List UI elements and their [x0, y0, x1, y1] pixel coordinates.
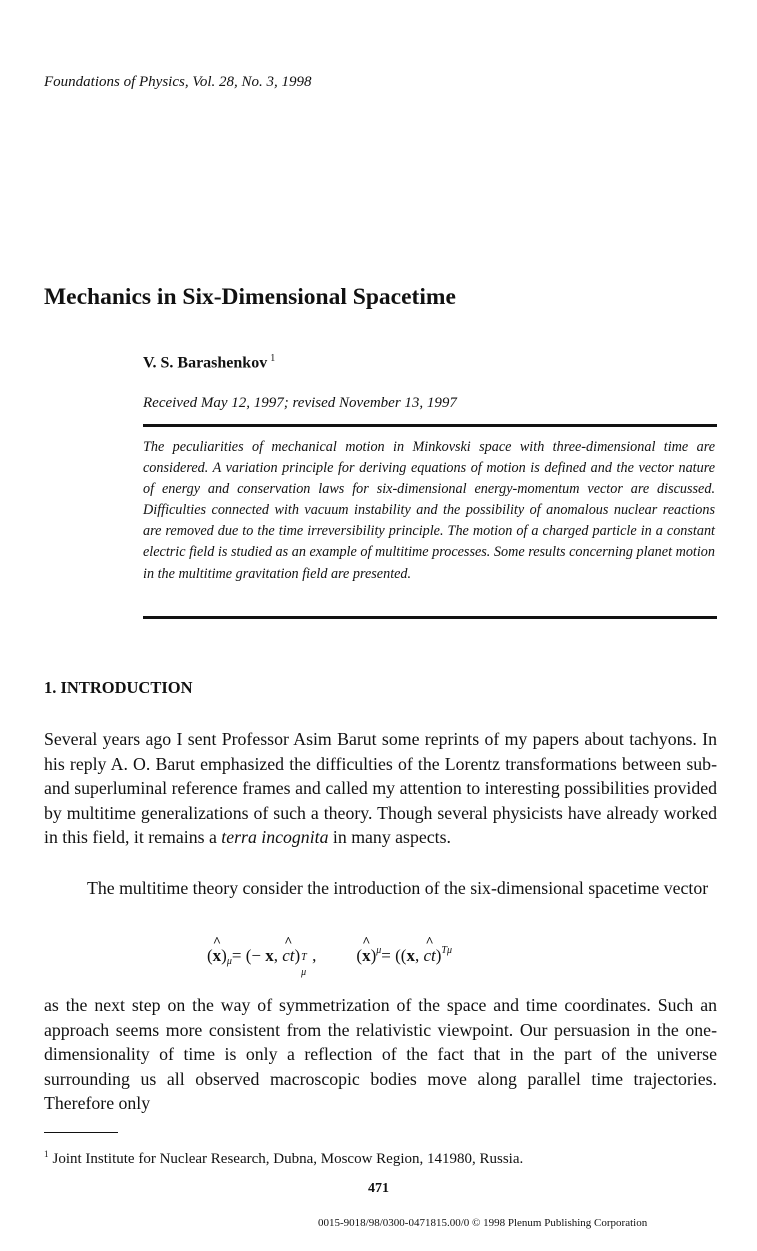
- footnote-rule: [44, 1132, 118, 1133]
- received-dates: Received May 12, 1997; revised November 13, 1997: [143, 395, 457, 411]
- author-footnote-marker: 1: [270, 353, 276, 364]
- eq2-x-hat: ^ x: [362, 946, 371, 966]
- eq-left-paren: (: [207, 946, 213, 965]
- abstract-top-rule: [143, 424, 717, 427]
- eq2-ct-hat: ^ ct: [423, 946, 435, 966]
- spacetime-vector-equation: [207, 945, 453, 978]
- abstract-text: The peculiarities of mechanical motion in Minkovski space with three-dimensional time are considered. A variation principle for deriving equations of motion is defined and the vector nature of energy and conservation laws for six-dimensional energy-momentum vector are discussed. Difficulties connected with vacuum instability and the possibility of anomalous nuclear reactions are removed due to the time irreversibility principle. The motion of a charged particle in a constant electric field is studied as an example of multitime processes. Some results concerning planet motion in the multitime gravitation field are presented.: [143, 439, 715, 582]
- eq-sub-mu-2: μ: [301, 967, 307, 978]
- eq-x-bold: x: [265, 946, 274, 965]
- eq2-left-paren: (: [356, 946, 363, 965]
- eq2-right-paren: ): [370, 946, 377, 965]
- eq-sup-T: T: [301, 952, 307, 963]
- eq2-sup-Tmu: Tμ: [441, 945, 453, 956]
- eq-close-paren: ): [294, 946, 301, 965]
- footnote-marker: 1: [44, 1149, 49, 1159]
- section-heading: 1. INTRODUCTION: [44, 678, 193, 697]
- paragraph-1: [44, 727, 717, 850]
- eq-comma: ,: [273, 946, 283, 965]
- author-name: V. S. Barashenkov: [143, 354, 268, 372]
- paragraph-2: The multitime theory consider the introduction of the six-dimensional spacetime vector: [87, 878, 709, 898]
- page-number: 471: [368, 1181, 389, 1196]
- footnote: [44, 1149, 523, 1168]
- p1-italic-phrase: terra incognita: [221, 827, 329, 848]
- eq-trailing-comma: ,: [312, 946, 317, 965]
- p1-text-after: in many aspects.: [328, 827, 451, 848]
- abstract-bottom-rule: [143, 616, 717, 619]
- author-line: [143, 353, 275, 372]
- paper-title: Mechanics in Six-Dimensional Spacetime: [44, 284, 456, 310]
- p1-text-before: Several years ago I sent Professor Asim Barut some reprints of my papers about tachyons. In his reply A. O. Barut emphasized the difficulties of the Lorentz transformations between sub- and superluminal reference frames and called my attention to interesting possibilities provided by multitime generalizations of such a theory. Though several physicists have already worked in this field, it remains a: [44, 729, 717, 848]
- footnote-text: Joint Institute for Nuclear Research, Dubna, Moscow Region, 141980, Russia.: [52, 1151, 524, 1167]
- eq2-close-paren: ): [435, 946, 442, 965]
- eq-right-paren: ): [221, 946, 227, 965]
- paragraph-3: as the next step on the way of symmetrization of the space and time coordinates. Such an approach seems more consistent from the relativistic viewpoint. Our persuasion in the one-dimensionality of time is only a reflection of the fact that in the part of the universe surrounding us all observed macroscopic bodies move along parallel time trajectories. Therefore only: [44, 995, 717, 1114]
- eq2-x-bold: x: [406, 946, 415, 965]
- eq-mid-1: = (−: [231, 946, 266, 965]
- copyright-line: 0015-9018/98/0300-0471815.00/0 © 1998 Plenum Publishing Corporation: [318, 1217, 648, 1229]
- eq2-sup-mu: μ: [376, 945, 382, 956]
- eq2-mid: = ((: [381, 946, 407, 965]
- eq2-comma: ,: [414, 946, 424, 965]
- eq-x-hat: ^ x: [213, 946, 222, 966]
- eq-sub-mu: μ: [226, 956, 232, 967]
- journal-citation: Foundations of Physics, Vol. 28, No. 3, 1998: [44, 74, 312, 90]
- eq-ct-hat: ^ ct: [282, 946, 294, 966]
